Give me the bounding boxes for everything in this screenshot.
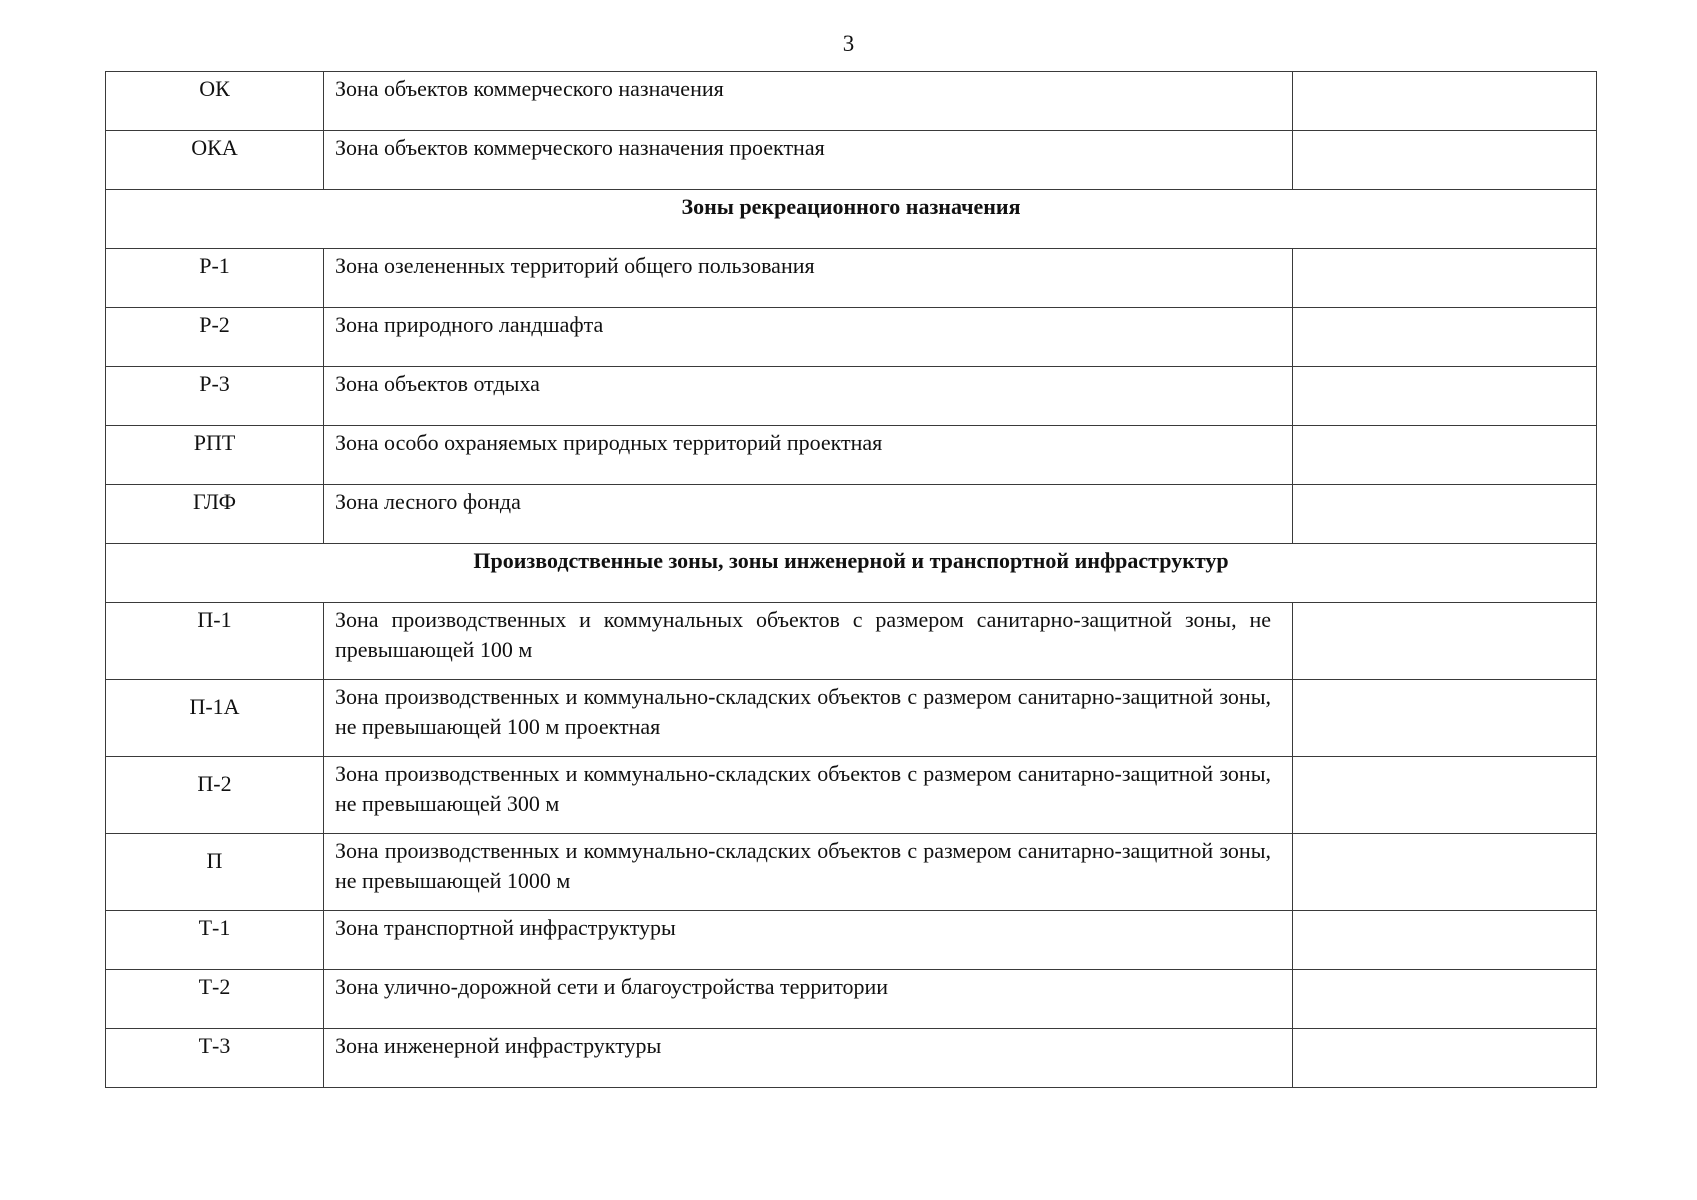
empty-cell	[1293, 72, 1597, 131]
section-title: Зоны рекреационного назначения	[106, 190, 1597, 249]
zone-code-cell: ОКА	[106, 131, 324, 190]
table-row	[106, 367, 1597, 426]
zone-code-cell: Т-1	[106, 911, 324, 970]
zone-code-cell: ОК	[106, 72, 324, 131]
table-row	[106, 680, 1597, 757]
empty-cell	[1293, 131, 1597, 190]
empty-cell	[1293, 680, 1597, 757]
table-row	[106, 426, 1597, 485]
zone-code-cell: П-2	[106, 757, 324, 834]
section-header-row	[106, 190, 1597, 249]
empty-cell	[1293, 603, 1597, 680]
table-row	[106, 485, 1597, 544]
zone-name-cell: Зона производственных и коммунально-складских объектов с размером санитарно-защитной зоны, не превышающей 1000 м	[324, 834, 1293, 911]
empty-cell	[1293, 970, 1597, 1029]
table-row	[106, 1029, 1597, 1088]
empty-cell	[1293, 485, 1597, 544]
table-row	[106, 249, 1597, 308]
empty-cell	[1293, 757, 1597, 834]
zone-name-cell: Зона особо охраняемых природных территорий проектная	[324, 426, 1293, 485]
table-row	[106, 834, 1597, 911]
zone-name-cell: Зона объектов коммерческого назначения проектная	[324, 131, 1293, 190]
zone-code-cell: П-1	[106, 603, 324, 680]
zone-name-cell: Зона производственных и коммунально-складских объектов с размером санитарно-защитной зоны, не превышающей 100 м проектная	[324, 680, 1293, 757]
table-row	[106, 757, 1597, 834]
table-row	[106, 970, 1597, 1029]
empty-cell	[1293, 308, 1597, 367]
zones-table	[105, 71, 1597, 1088]
empty-cell	[1293, 367, 1597, 426]
zone-code-cell: Р-2	[106, 308, 324, 367]
zone-code-cell: Т-2	[106, 970, 324, 1029]
zone-name-cell: Зона производственных и коммунальных объектов с размером санитарно-защитной зоны, не превышающей 100 м	[324, 603, 1293, 680]
zone-name-cell: Зона озелененных территорий общего пользования	[324, 249, 1293, 308]
section-header-row	[106, 544, 1597, 603]
zone-name-cell: Зона улично-дорожной сети и благоустройства территории	[324, 970, 1293, 1029]
empty-cell	[1293, 249, 1597, 308]
zone-code-cell: Р-1	[106, 249, 324, 308]
section-title: Производственные зоны, зоны инженерной и транспортной инфраструктур	[106, 544, 1597, 603]
zone-name-cell: Зона лесного фонда	[324, 485, 1293, 544]
zone-name-cell: Зона транспортной инфраструктуры	[324, 911, 1293, 970]
table-row	[106, 308, 1597, 367]
table-row	[106, 911, 1597, 970]
zone-name-cell: Зона природного ландшафта	[324, 308, 1293, 367]
zones-table-body	[106, 72, 1597, 1088]
empty-cell	[1293, 426, 1597, 485]
empty-cell	[1293, 911, 1597, 970]
zone-name-cell: Зона инженерной инфраструктуры	[324, 1029, 1293, 1088]
zone-code-cell: Р-3	[106, 367, 324, 426]
zone-code-cell: П	[106, 834, 324, 911]
zone-name-cell: Зона производственных и коммунально-складских объектов с размером санитарно-защитной зоны, не превышающей 300 м	[324, 757, 1293, 834]
zone-code-cell: Т-3	[106, 1029, 324, 1088]
empty-cell	[1293, 834, 1597, 911]
empty-cell	[1293, 1029, 1597, 1088]
table-row	[106, 131, 1597, 190]
zone-code-cell: ГЛФ	[106, 485, 324, 544]
page-number: 3	[842, 31, 855, 56]
zone-code-cell: П-1А	[106, 680, 324, 757]
zone-name-cell: Зона объектов отдыха	[324, 367, 1293, 426]
zone-code-cell: РПТ	[106, 426, 324, 485]
zone-name-cell: Зона объектов коммерческого назначения	[324, 72, 1293, 131]
table-row	[106, 603, 1597, 680]
table-row	[106, 72, 1597, 131]
